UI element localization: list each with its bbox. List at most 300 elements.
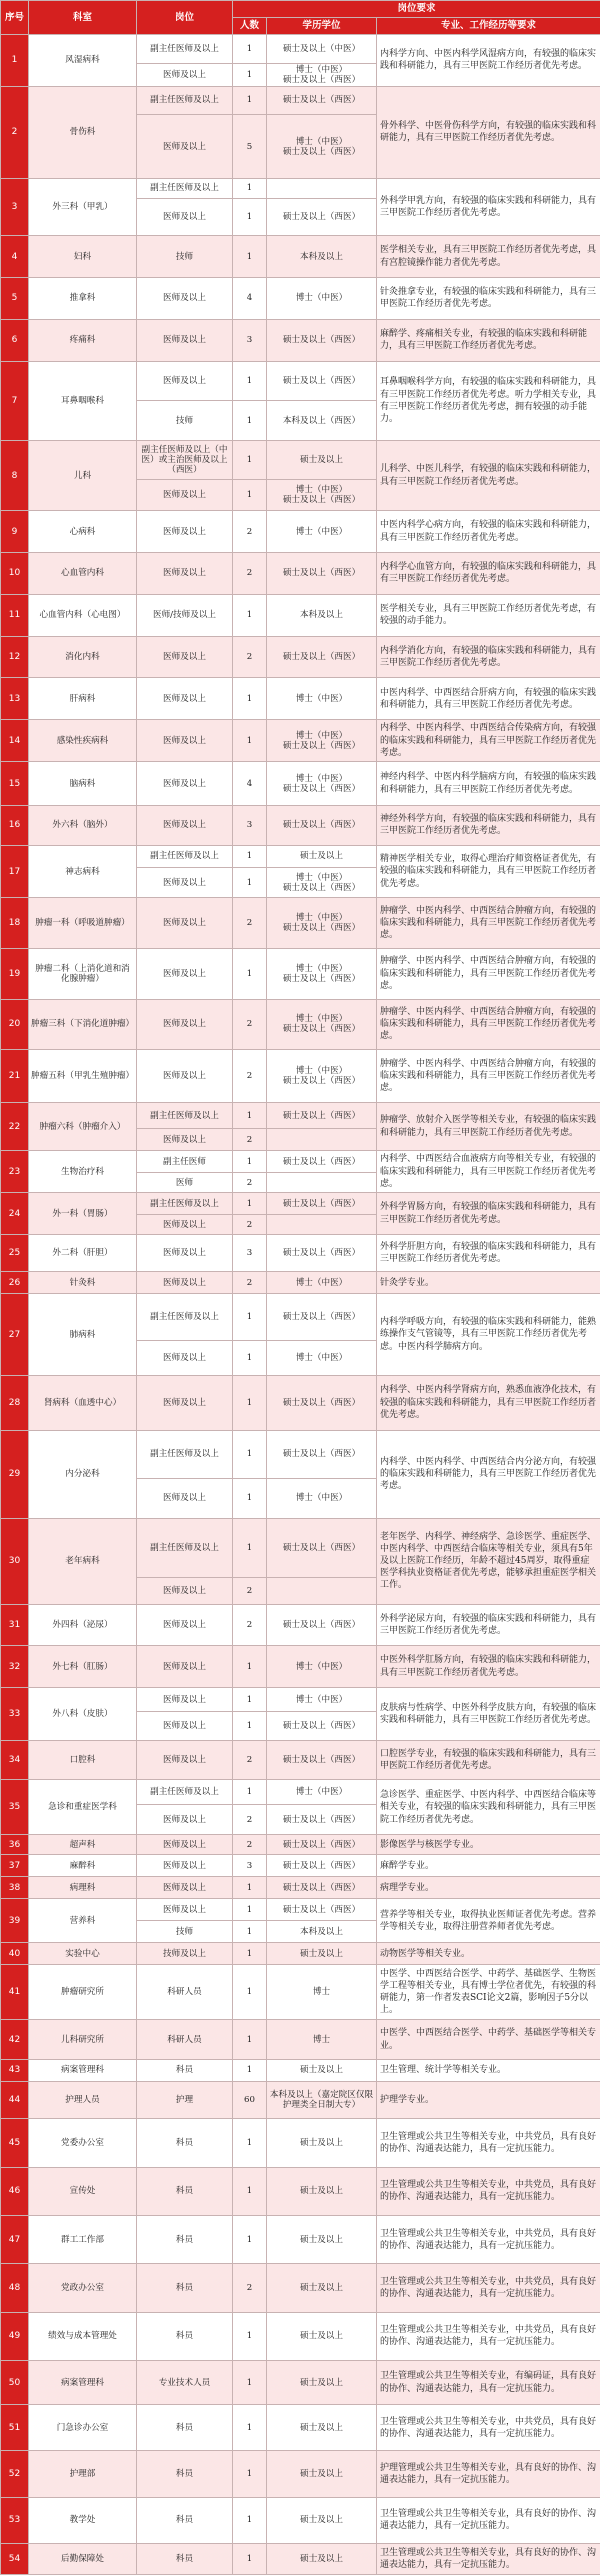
table-row <box>1 1050 600 1103</box>
table-row <box>1 179 600 199</box>
row-dept: 疼痛科 <box>29 319 137 361</box>
row-requirements: 中医外科学肛肠方向，有较强的临床实践和科研能力，具有三甲医院工作经历者优先考虑。 <box>377 1646 600 1688</box>
table-row <box>1 1899 600 1921</box>
row-count: 1 <box>233 2119 267 2167</box>
row-position: 技师 <box>137 236 233 278</box>
row-count: 1 <box>233 2312 267 2360</box>
row-dept: 外七科（肛肠） <box>29 1646 137 1688</box>
row-requirements: 内科学消化方向，有较强的临床实践和科研能力，具有三甲医院工作经历者优先考虑。 <box>377 636 600 678</box>
row-position: 医师及以上 <box>137 1855 233 1877</box>
row-requirements: 卫生管理或公共卫生等相关专业，具有良好的协作、沟通表达能力，具有一定抗压能力。 <box>377 2497 600 2543</box>
row-requirements: 中医内科学心病方向，有较强的临床实践和科研能力，具有三甲医院工作经历者优先考虑。 <box>377 511 600 553</box>
row-dept: 外二科（肝胆） <box>29 1234 137 1271</box>
row-count: 1 <box>233 1646 267 1688</box>
row-degree: 博士（中医） <box>267 1340 377 1375</box>
row-position: 医师及以上 <box>137 480 233 511</box>
row-count: 1 <box>233 1518 267 1577</box>
table-body <box>1 35 600 2575</box>
row-count: 2 <box>233 1804 267 1835</box>
row-requirements: 外科学肝胆方向，有较强的临床实践和科研能力，具有三甲医院工作经历者优先考虑。 <box>377 1234 600 1271</box>
row-degree: 硕士及以上（西医） <box>267 1712 377 1741</box>
table-row <box>1 236 600 278</box>
row-degree: 硕士及以上（西医） <box>267 1899 377 1921</box>
table-row <box>1 999 600 1050</box>
row-requirements: 精神医学相关专业，取得心理治疗师资格证者优先，有较强的临床实践和科研能力，具有三甲医院工作经历者优先考虑。 <box>377 845 600 898</box>
row-seq: 43 <box>1 2059 29 2081</box>
row-requirements: 肿瘤学、中医内科学、中西医结合肿瘤方向，有较强的临床实践和科研能力，具有三甲医院工作经历者优先考虑。 <box>377 949 600 1000</box>
row-requirements: 儿科学、中医儿科学，有较强的临床实践和科研能力，具有三甲医院工作经历者优先考虑。 <box>377 440 600 510</box>
row-degree: 博士（中医） 硕士及以上（西医） <box>267 63 377 86</box>
row-dept: 肝病科 <box>29 678 137 720</box>
row-requirements: 卫生管理或公共卫生等相关专业，中共党员，具有良好的协作、沟通表达能力，具有一定抗压能力。 <box>377 2216 600 2264</box>
row-count: 1 <box>233 2361 267 2405</box>
row-position: 科员 <box>137 2543 233 2574</box>
row-seq: 52 <box>1 2451 29 2497</box>
row-count: 1 <box>233 1375 267 1430</box>
row-degree: 硕士及以上（西医） <box>267 1740 377 1780</box>
row-dept: 党委办公室 <box>29 2119 137 2167</box>
row-dept: 外四科（泌尿） <box>29 1604 137 1646</box>
row-seq: 10 <box>1 553 29 595</box>
row-requirements: 护理学专业。 <box>377 2081 600 2118</box>
row-position: 副主任医师及以上 <box>137 179 233 199</box>
row-seq: 26 <box>1 1272 29 1294</box>
table-row <box>1 806 600 846</box>
row-count: 2 <box>233 1578 267 1604</box>
table-row <box>1 636 600 678</box>
row-requirements: 动物医学等相关专业。 <box>377 1943 600 1965</box>
table-row <box>1 898 600 949</box>
row-degree <box>267 1578 377 1604</box>
row-degree: 博士（中医） <box>267 511 377 553</box>
row-position: 副主任医师 <box>137 1151 233 1173</box>
row-position: 副主任医师及以上 <box>137 845 233 867</box>
table-row <box>1 1943 600 1965</box>
row-degree: 博士 <box>267 1965 377 2020</box>
row-count: 1 <box>233 63 267 86</box>
row-dept: 消化内科 <box>29 636 137 678</box>
row-position: 医师及以上 <box>137 1234 233 1271</box>
row-dept: 心病科 <box>29 511 137 553</box>
row-requirements: 肿瘤学、放射介入医学等相关专业，有较强的临床实践和科研能力，具有三甲医院工作经历者优先考虑。 <box>377 1102 600 1150</box>
row-degree: 博士（中医） 硕士及以上（西医） <box>267 898 377 949</box>
row-position: 副主任医师及以上 <box>137 35 233 64</box>
row-seq: 22 <box>1 1102 29 1150</box>
row-seq: 54 <box>1 2543 29 2574</box>
row-degree: 硕士及以上（西医） <box>267 1877 377 1899</box>
row-degree: 硕士及以上（中医） <box>267 35 377 64</box>
header-dept: 科室 <box>29 1 137 35</box>
row-dept: 肿瘤三科（下消化道肿瘤） <box>29 999 137 1050</box>
row-position: 医师及以上 <box>137 63 233 86</box>
row-degree: 硕士及以上（西医） <box>267 1294 377 1340</box>
row-requirements: 卫生管理或公共卫生等相关专业，具有良好的协作、沟通表达能力，具有一定抗压能力。 <box>377 2543 600 2574</box>
row-count: 1 <box>233 1688 267 1712</box>
row-position: 技师 <box>137 1921 233 1943</box>
table-row <box>1 1294 600 1340</box>
row-dept: 肿瘤研究所 <box>29 1965 137 2020</box>
row-count: 2 <box>233 2264 267 2312</box>
row-degree: 博士（中医） <box>267 1688 377 1712</box>
row-position: 专业技术人员 <box>137 2361 233 2405</box>
row-degree: 硕士及以上（西医） <box>267 1430 377 1478</box>
row-seq: 44 <box>1 2081 29 2118</box>
row-seq: 16 <box>1 806 29 846</box>
row-count: 2 <box>233 1740 267 1780</box>
row-count: 1 <box>233 1294 267 1340</box>
row-dept: 风湿病科 <box>29 35 137 87</box>
row-count: 2 <box>233 1050 267 1103</box>
row-position: 医师/技师及以上 <box>137 594 233 636</box>
row-position: 医师及以上 <box>137 361 233 401</box>
row-degree: 硕士及以上（西医） <box>267 636 377 678</box>
row-degree: 硕士及以上（西医） <box>267 86 377 115</box>
row-degree: 博士（中医） 硕士及以上（西医） <box>267 720 377 762</box>
row-degree: 本科及以上 <box>267 236 377 278</box>
row-position: 副主任医师及以上 <box>137 1102 233 1128</box>
table-row <box>1 2119 600 2167</box>
row-count: 2 <box>233 999 267 1050</box>
row-degree: 硕士及以上 <box>267 2312 377 2360</box>
table-row <box>1 720 600 762</box>
row-count: 1 <box>233 678 267 720</box>
row-requirements: 中医学、中西医结合医学、中药学、基础医学等相关专业。 <box>377 2020 600 2060</box>
row-seq: 28 <box>1 1375 29 1430</box>
row-count: 2 <box>233 1604 267 1646</box>
row-seq: 32 <box>1 1646 29 1688</box>
row-dept: 肿瘤一科（呼吸道肿瘤） <box>29 898 137 949</box>
row-count: 1 <box>233 361 267 401</box>
row-count: 2 <box>233 1215 267 1235</box>
table-row <box>1 440 600 480</box>
row-position: 医师及以上 <box>137 1215 233 1235</box>
row-dept: 外三科（甲乳） <box>29 179 137 236</box>
row-seq: 6 <box>1 319 29 361</box>
row-degree: 博士（中医） 硕士及以上（西医） <box>267 867 377 898</box>
row-position: 医师及以上 <box>137 1877 233 1899</box>
row-count: 1 <box>233 845 267 867</box>
row-dept: 病理科 <box>29 1877 137 1899</box>
row-dept: 脑病科 <box>29 762 137 806</box>
table-row <box>1 1604 600 1646</box>
row-position: 科员 <box>137 2119 233 2167</box>
row-count: 3 <box>233 806 267 846</box>
header-degree: 学历学位 <box>267 18 377 35</box>
row-dept: 护理部 <box>29 2451 137 2497</box>
row-dept: 内分泌科 <box>29 1430 137 1518</box>
row-seq: 33 <box>1 1688 29 1741</box>
row-degree: 硕士及以上（西医） <box>267 1604 377 1646</box>
row-degree: 硕士及以上 <box>267 2059 377 2081</box>
row-degree: 博士（中医） 硕士及以上（西医） <box>267 762 377 806</box>
row-count: 1 <box>233 594 267 636</box>
row-seq: 35 <box>1 1780 29 1835</box>
row-count: 1 <box>233 86 267 115</box>
row-dept: 肺病科 <box>29 1294 137 1375</box>
table-row <box>1 1151 600 1173</box>
row-dept: 针灸科 <box>29 1272 137 1294</box>
row-requirements: 骨外科学、中医骨伤科学方向，有较强的临床实践和科研能力，具有三甲医院工作经历者优先考虑。 <box>377 86 600 178</box>
row-dept: 儿科研究所 <box>29 2020 137 2060</box>
row-degree: 硕士及以上（西医） <box>267 553 377 595</box>
row-count: 1 <box>233 1712 267 1741</box>
row-degree: 硕士及以上（西医） <box>267 806 377 846</box>
row-count: 1 <box>233 401 267 441</box>
row-seq: 11 <box>1 594 29 636</box>
row-position: 科员 <box>137 2216 233 2264</box>
row-requirements: 耳鼻咽喉科学方向，有较强的临床实践和科研能力，具有三甲医院工作经历者优先考虑。听力学相关专业，具有三甲医院工作经历者优先考虑，拥有较强的动手能力。 <box>377 361 600 440</box>
row-degree: 硕士及以上 <box>267 2451 377 2497</box>
table-row <box>1 2081 600 2118</box>
row-position: 科员 <box>137 2167 233 2215</box>
row-degree: 硕士及以上（西医） <box>267 1375 377 1430</box>
row-degree: 硕士及以上 <box>267 2264 377 2312</box>
row-seq: 20 <box>1 999 29 1050</box>
row-requirements: 护理管理或公共卫生等相关专业，具有良好的协作、沟通表达能力，具有一定抗压能力。 <box>377 2451 600 2497</box>
row-position: 医师及以上 <box>137 319 233 361</box>
row-dept: 病案管理科 <box>29 2361 137 2405</box>
row-count: 1 <box>233 236 267 278</box>
row-degree: 博士（中医） 硕士及以上（西医） <box>267 999 377 1050</box>
row-requirements: 神经内科学、中医内科学脑病方向，有较强的临床实践和科研能力，具有三甲医院工作经历者优先考虑。 <box>377 762 600 806</box>
table-row <box>1 2361 600 2405</box>
row-position: 医师及以上 <box>137 1479 233 1519</box>
row-degree: 硕士及以上 <box>267 2497 377 2543</box>
row-position: 医师及以上 <box>137 1712 233 1741</box>
table-row <box>1 278 600 320</box>
row-degree: 博士（中医） 硕士及以上（西医） <box>267 1050 377 1103</box>
row-dept: 超声科 <box>29 1835 137 1855</box>
row-count: 4 <box>233 278 267 320</box>
row-requirements: 卫生管理或公共卫生等相关专业，中共党员，具有良好的协作、沟通表达能力，具有一定抗压能力。 <box>377 2264 600 2312</box>
row-dept: 病案管理科 <box>29 2059 137 2081</box>
row-position: 副主任医师及以上 <box>137 86 233 115</box>
row-count: 1 <box>233 1780 267 1804</box>
row-count: 1 <box>233 2497 267 2543</box>
row-degree: 硕士及以上 <box>267 2361 377 2405</box>
row-seq: 48 <box>1 2264 29 2312</box>
table-row <box>1 1688 600 1712</box>
row-dept: 党政办公室 <box>29 2264 137 2312</box>
row-seq: 15 <box>1 762 29 806</box>
row-requirements: 卫生管理或公共卫生等相关专业，中共党员，具有良好的协作、沟通表达能力，具有一定抗压能力。 <box>377 2312 600 2360</box>
row-degree: 博士（中医） <box>267 278 377 320</box>
row-count: 1 <box>233 1102 267 1128</box>
header-seq: 序号 <box>1 1 29 35</box>
row-count: 1 <box>233 1340 267 1375</box>
row-count: 1 <box>233 198 267 235</box>
row-count: 1 <box>233 1921 267 1943</box>
row-seq: 39 <box>1 1899 29 1943</box>
row-requirements: 卫生管理或公共卫生等相关专业，中共党员，具有良好的协作、沟通表达能力，具有一定抗压能力。 <box>377 2405 600 2451</box>
row-degree: 博士（中医） <box>267 1780 377 1804</box>
row-requirements: 外科学甲乳方向，有较强的临床实践和科研能力，具有三甲医院工作经历者优先考虑。 <box>377 179 600 236</box>
row-position: 副主任医师及以上 <box>137 1294 233 1340</box>
row-degree: 博士 <box>267 2020 377 2060</box>
row-seq: 45 <box>1 2119 29 2167</box>
table-row <box>1 1430 600 1478</box>
row-requirements: 医学相关专业，具有三甲医院工作经历者优先考虑，具有宫腔镜操作能力者优先考虑。 <box>377 236 600 278</box>
row-dept: 妇科 <box>29 236 137 278</box>
row-position: 科员 <box>137 2059 233 2081</box>
row-position: 医师及以上 <box>137 1688 233 1712</box>
row-seq: 42 <box>1 2020 29 2060</box>
row-requirements: 影像医学与核医学专业。 <box>377 1835 600 1855</box>
row-requirements: 外科学胃肠方向，有较强的临床实践和科研能力，具有三甲医院工作经历者优先考虑。 <box>377 1193 600 1235</box>
row-count: 1 <box>233 2543 267 2574</box>
row-dept: 老年病科 <box>29 1518 137 1604</box>
row-requirements: 肿瘤学、中医内科学、中西医结合肿瘤方向，有较强的临床实践和科研能力，具有三甲医院工作经历者优先考虑。 <box>377 898 600 949</box>
row-count: 1 <box>233 2020 267 2060</box>
row-position: 医师及以上 <box>137 1740 233 1780</box>
row-requirements: 内科学、中医内科学、中西医结合内分泌方向，有较强的临床实践和科研能力，具有三甲医院工作经历者优先考虑。 <box>377 1430 600 1518</box>
row-degree: 硕士及以上（西医） <box>267 1804 377 1835</box>
table-row <box>1 1835 600 1855</box>
row-degree: 硕士及以上（西医） <box>267 1234 377 1271</box>
row-degree: 硕士及以上（西医） <box>267 1835 377 1855</box>
row-degree: 硕士及以上（西医） <box>267 198 377 235</box>
row-degree: 本科及以上 <box>267 1921 377 1943</box>
row-requirements: 口腔医学专业，有较强的临床实践和科研能力，具有三甲医院工作经历者优先考虑。 <box>377 1740 600 1780</box>
row-count: 5 <box>233 115 267 179</box>
row-count: 1 <box>233 1193 267 1215</box>
row-requirements: 肿瘤学、中医内科学、中西医结合肿瘤方向，有较强的临床实践和科研能力，具有三甲医院工作经历者优先考虑。 <box>377 1050 600 1103</box>
table-row <box>1 1855 600 1877</box>
row-position: 医师及以上 <box>137 1578 233 1604</box>
row-seq: 49 <box>1 2312 29 2360</box>
row-degree: 硕士及以上（西医） <box>267 361 377 401</box>
row-degree: 博士（中医） 硕士及以上（西医） <box>267 949 377 1000</box>
row-position: 医师及以上 <box>137 999 233 1050</box>
row-degree <box>267 179 377 199</box>
row-requirements: 神经外科学方向，有较强的临床实践和科研能力，具有三甲医院工作经历者优先考虑。 <box>377 806 600 846</box>
row-degree <box>267 1215 377 1235</box>
row-degree: 博士（中医） <box>267 678 377 720</box>
table-row <box>1 1375 600 1430</box>
row-dept: 外六科（脑外） <box>29 806 137 846</box>
header-requirements: 岗位要求 <box>233 1 600 18</box>
row-count: 1 <box>233 2059 267 2081</box>
row-seq: 46 <box>1 2167 29 2215</box>
row-seq: 18 <box>1 898 29 949</box>
table-row <box>1 1877 600 1899</box>
row-seq: 24 <box>1 1193 29 1235</box>
row-degree: 硕士及以上（西医） <box>267 1193 377 1215</box>
row-count: 1 <box>233 440 267 480</box>
row-position: 护理 <box>137 2081 233 2118</box>
row-count: 1 <box>233 1943 267 1965</box>
row-position: 医师及以上 <box>137 806 233 846</box>
row-degree: 硕士及以上（西医） <box>267 1102 377 1128</box>
row-seq: 25 <box>1 1234 29 1271</box>
row-dept: 营养科 <box>29 1899 137 1943</box>
table-row <box>1 1272 600 1294</box>
row-requirements: 卫生管理、统计学等相关专业。 <box>377 2059 600 2081</box>
row-position: 科员 <box>137 2264 233 2312</box>
row-degree: 本科及以上（嘉定院区仅限护理类全日制大专） <box>267 2081 377 2118</box>
row-count: 3 <box>233 1855 267 1877</box>
row-requirements: 麻醉学专业。 <box>377 1855 600 1877</box>
row-dept: 群工工作部 <box>29 2216 137 2264</box>
row-dept: 骨伤科 <box>29 86 137 178</box>
row-dept: 推拿科 <box>29 278 137 320</box>
table-row <box>1 2497 600 2543</box>
row-count: 2 <box>233 1272 267 1294</box>
row-seq: 29 <box>1 1430 29 1518</box>
table-row <box>1 678 600 720</box>
table-row <box>1 86 600 115</box>
row-seq: 2 <box>1 86 29 178</box>
row-requirements: 内科学、中医内科学、中西医结合传染病方向，有较强的临床实践和科研能力，具有三甲医院工作经历者优先考虑。 <box>377 720 600 762</box>
row-seq: 8 <box>1 440 29 510</box>
row-seq: 27 <box>1 1294 29 1375</box>
row-requirements: 中医内科学、中西医结合肝病方向，有较强的临床实践和科研能力，具有三甲医院工作经历者优先考虑。 <box>377 678 600 720</box>
row-position: 技师 <box>137 401 233 441</box>
row-position: 医师及以上 <box>137 1050 233 1103</box>
row-degree: 硕士及以上 <box>267 440 377 480</box>
row-degree: 博士（中医） <box>267 1646 377 1688</box>
row-position: 技师及以上 <box>137 1943 233 1965</box>
row-count: 1 <box>233 1877 267 1899</box>
row-seq: 36 <box>1 1835 29 1855</box>
table-row <box>1 1780 600 1804</box>
row-requirements: 病理学专业。 <box>377 1877 600 1899</box>
row-count: 2 <box>233 1129 267 1151</box>
table-row <box>1 2167 600 2215</box>
table-row <box>1 2543 600 2574</box>
table-row <box>1 35 600 64</box>
row-position: 副主任医师及以上 <box>137 1780 233 1804</box>
row-position: 医师及以上 <box>137 511 233 553</box>
row-dept: 麻醉科 <box>29 1855 137 1877</box>
row-seq: 53 <box>1 2497 29 2543</box>
row-position: 医师及以上 <box>137 1899 233 1921</box>
row-degree <box>267 1129 377 1151</box>
row-count: 1 <box>233 2216 267 2264</box>
row-dept: 实验中心 <box>29 1943 137 1965</box>
row-position: 科研人员 <box>137 2020 233 2060</box>
row-dept: 急诊和重症医学科 <box>29 1780 137 1835</box>
row-requirements: 营养学等相关专业，取得执业医师证者优先考虑。营养学等相关专业，取得注册营养师者优先考虑。 <box>377 1899 600 1943</box>
row-degree: 硕士及以上（西医） <box>267 1151 377 1173</box>
row-count: 1 <box>233 2167 267 2215</box>
row-position: 医师及以上 <box>137 1340 233 1375</box>
row-dept: 肿瘤六科（肿瘤介入） <box>29 1102 137 1150</box>
table-row <box>1 2059 600 2081</box>
table-row <box>1 1193 600 1215</box>
table-row <box>1 553 600 595</box>
row-position: 医师及以上 <box>137 198 233 235</box>
table-row <box>1 2312 600 2360</box>
row-degree: 硕士及以上（西医） <box>267 319 377 361</box>
row-dept: 外一科（胃肠） <box>29 1193 137 1235</box>
row-position: 医师及以上 <box>137 1272 233 1294</box>
row-seq: 38 <box>1 1877 29 1899</box>
row-seq: 5 <box>1 278 29 320</box>
row-requirements: 内科学方向、中医内科学风湿病方向，有较强的临床实践和科研能力，具有三甲医院工作经历者优先考虑。 <box>377 35 600 87</box>
row-degree: 硕士及以上 <box>267 2543 377 2574</box>
row-seq: 7 <box>1 361 29 440</box>
row-requirements: 外科学泌尿方向，有较强的临床实践和科研能力，具有三甲医院工作经历者优先考虑。 <box>377 1604 600 1646</box>
row-count: 1 <box>233 1965 267 2020</box>
row-seq: 40 <box>1 1943 29 1965</box>
row-position: 医师及以上 <box>137 949 233 1000</box>
row-seq: 19 <box>1 949 29 1000</box>
row-position: 科员 <box>137 2451 233 2497</box>
row-count: 1 <box>233 1899 267 1921</box>
row-count: 1 <box>233 1479 267 1519</box>
row-seq: 9 <box>1 511 29 553</box>
